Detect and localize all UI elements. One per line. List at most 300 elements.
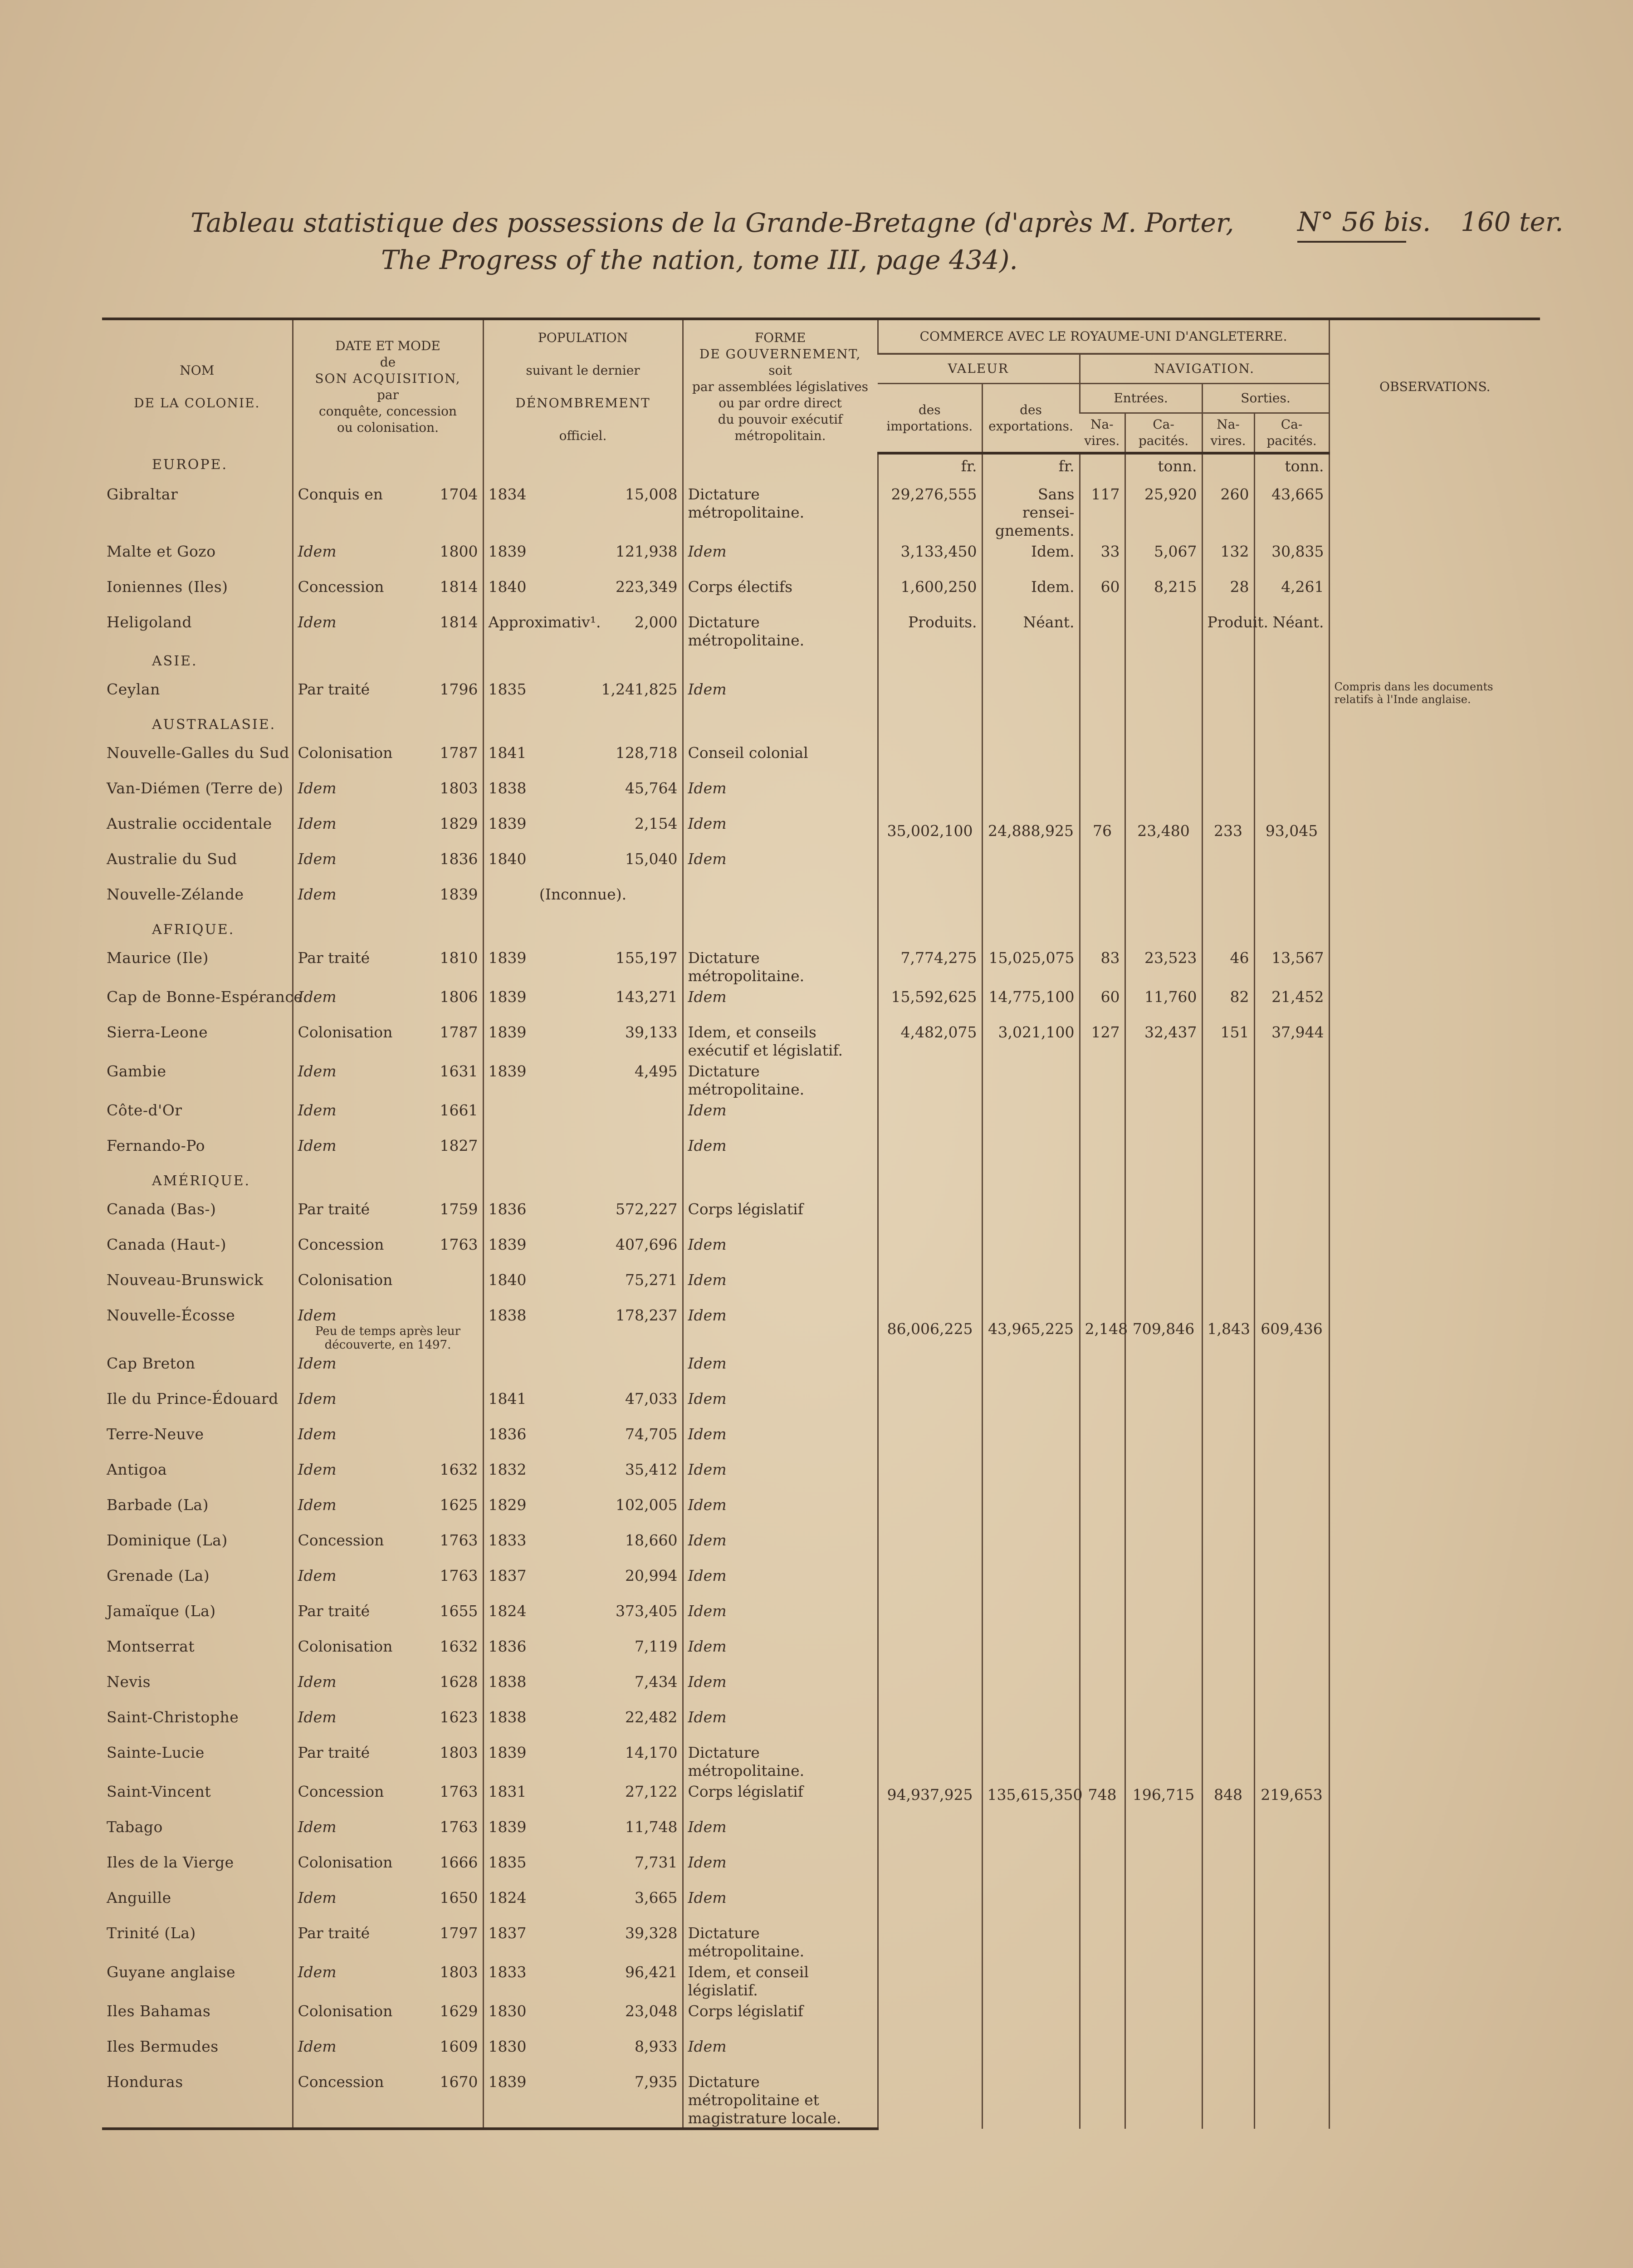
ships-out <box>1202 1099 1254 1134</box>
observation-cell <box>1329 985 1540 1021</box>
title-line-1: Tableau statistique des possessions de la Grande-Bretagne (d'après M. Porter, <box>191 207 1234 238</box>
population-cell <box>483 2070 683 2129</box>
acquisition-year: 1629 <box>440 2002 478 2020</box>
capacity-out: 37,944 <box>1254 1021 1329 1060</box>
colony-name: Nouvelle-Zélande <box>107 885 244 903</box>
header-text: exportations. <box>988 418 1073 434</box>
census-year: 1838 <box>488 1673 527 1691</box>
census-year: 1830 <box>488 2038 527 2055</box>
capacity-in <box>1125 1099 1202 1134</box>
population-cell <box>483 812 683 847</box>
population-cell <box>483 1815 683 1851</box>
census-year: 1835 <box>488 680 527 698</box>
ships-out <box>1202 678 1254 713</box>
acquisition-mode: Colonisation <box>298 2002 393 2020</box>
census-year: 1838 <box>488 779 527 797</box>
header-text: du pouvoir exécutif <box>718 411 843 427</box>
colony-name: Barbade (La) <box>107 1496 209 1514</box>
population-value: 23,048 <box>625 2002 678 2020</box>
census-year: 1830 <box>488 2002 527 2020</box>
acquisition-cell <box>293 1268 483 1304</box>
acquisition-year: 1787 <box>440 1023 478 1041</box>
colony-name: Ioniennes (Iles) <box>107 578 228 596</box>
acquisition-cell <box>293 1564 483 1599</box>
colony-name: Nevis <box>107 1673 151 1691</box>
government-form: Conseil colonial <box>683 741 878 777</box>
col-header-valeur: VALEUR <box>878 354 1080 384</box>
census-year: 1839 <box>488 1236 527 1253</box>
table-row <box>102 1021 1540 1060</box>
census-year: 1839 <box>488 1062 527 1080</box>
ships-out: 151 <box>1202 1021 1254 1060</box>
acquisition-mode: Par traité <box>298 949 370 967</box>
population-cell <box>483 1099 683 1134</box>
census-year: 1839 <box>488 2073 527 2091</box>
table-row <box>102 483 1540 540</box>
section-heading: EUROPE. <box>152 457 228 473</box>
acquisition-cell <box>293 777 483 812</box>
colony-name: Maurice (Ile) <box>107 949 209 967</box>
capacity-out <box>1254 1099 1329 1134</box>
population-cell <box>483 1268 683 1304</box>
acquisition-year: 1670 <box>440 2073 478 2091</box>
acquisition-mode: Colonisation <box>298 744 393 762</box>
empty-cell <box>683 453 878 483</box>
exports-value: Néant. <box>982 611 1080 650</box>
grouped-ships-out: 233 <box>1202 741 1254 918</box>
government-form: Idem, et conseil législatif. <box>683 1960 878 1999</box>
acquisition-mode: Idem <box>298 1818 337 1836</box>
census-year: 1840 <box>488 578 527 596</box>
acquisition-mode: Idem <box>298 1354 337 1372</box>
capacity-out: 21,452 <box>1254 985 1329 1021</box>
acquisition-year: 1759 <box>440 1200 478 1218</box>
acquisition-cell <box>293 2070 483 2129</box>
census-year: 1824 <box>488 1602 527 1620</box>
population-cell <box>483 1060 683 1099</box>
acquisition-year: 1814 <box>440 613 478 631</box>
colony-name: Jamaïque (La) <box>107 1602 216 1620</box>
population-cell <box>483 1635 683 1670</box>
census-year: 1836 <box>488 1637 527 1655</box>
colony-name: Nouvelle-Écosse <box>107 1306 235 1324</box>
empty-cell <box>1202 918 1254 946</box>
header-text: officiel. <box>559 428 607 443</box>
header-text: DATE ET MODE <box>335 338 440 353</box>
colony-name: Montserrat <box>107 1637 195 1655</box>
acquisition-cell <box>293 1458 483 1493</box>
acquisition-year: 1631 <box>440 1062 478 1080</box>
colony-name: Guyane anglaise <box>107 1963 236 1981</box>
population-value: 7,434 <box>635 1673 678 1691</box>
acquisition-year: 1763 <box>440 1236 478 1253</box>
government-form: Idem <box>683 1099 878 1134</box>
population-cell <box>483 883 683 918</box>
census-year: 1838 <box>488 1306 527 1324</box>
ships-in: 60 <box>1080 985 1125 1021</box>
population-cell <box>483 678 683 713</box>
col-header-sorties: Sorties. <box>1202 384 1329 413</box>
acquisition-cell <box>293 1021 483 1060</box>
population-value: 18,660 <box>625 1531 678 1549</box>
acquisition-mode: Idem <box>298 1963 337 1981</box>
population-cell <box>483 1352 683 1387</box>
capacity-in: 11,760 <box>1125 985 1202 1021</box>
acquisition-mode: Concession <box>298 2073 384 2091</box>
imports-value: 15,592,625 <box>878 985 982 1021</box>
capacity-in: 8,215 <box>1125 575 1202 611</box>
acquisition-cell <box>293 946 483 985</box>
population-cell <box>483 575 683 611</box>
acquisition-year: 1800 <box>440 543 478 560</box>
population-value: 143,271 <box>616 988 678 1006</box>
ships-out: 132 <box>1202 540 1254 575</box>
empty-cell <box>1254 918 1329 946</box>
capacity-out: 30,835 <box>1254 540 1329 575</box>
census-year: 1839 <box>488 815 527 832</box>
acquisition-cell <box>293 2035 483 2070</box>
grouped-ships-in: 748 <box>1080 1458 1125 2129</box>
acquisition-year: 1814 <box>440 578 478 596</box>
observation-cell <box>1329 1060 1540 1099</box>
unit-label: tonn. <box>1254 453 1329 483</box>
population-cell <box>483 1198 683 1233</box>
population-value: 1,241,825 <box>601 680 678 698</box>
colony-name: Côte-d'Or <box>107 1101 182 1119</box>
government-form: Idem <box>683 1233 878 1268</box>
section-heading: ASIE. <box>152 653 198 669</box>
capacity-out <box>1254 1134 1329 1169</box>
acquisition-cell <box>293 611 483 650</box>
acquisition-cell <box>293 1060 483 1099</box>
census-year: 1839 <box>488 1744 527 1761</box>
population-cell <box>483 540 683 575</box>
colony-name: Gibraltar <box>107 485 178 503</box>
government-form: Idem <box>683 1851 878 1886</box>
population-cell <box>483 1134 683 1169</box>
header-text: conquête, concession <box>318 403 457 419</box>
capacity-in <box>1125 1060 1202 1099</box>
population-cell <box>483 1458 683 1493</box>
acquisition-cell <box>293 1886 483 1921</box>
population-cell <box>483 1304 683 1352</box>
acquisition-year: 1829 <box>440 815 478 832</box>
census-year: 1840 <box>488 850 527 868</box>
acquisition-year: 1839 <box>440 885 478 903</box>
table-row <box>102 946 1540 985</box>
government-form: Idem <box>683 777 878 812</box>
capacity-in: 23,523 <box>1125 946 1202 985</box>
colony-name: Malte et Gozo <box>107 543 216 560</box>
acquisition-mode: Idem <box>298 1496 337 1514</box>
ships-in: 60 <box>1080 575 1125 611</box>
capacity-out: 4,261 <box>1254 575 1329 611</box>
government-form: Corps électifs <box>683 575 878 611</box>
ships-out: 260 <box>1202 483 1254 540</box>
government-form: Dictature métropolitaine. <box>683 946 878 985</box>
population-value: 39,328 <box>625 1924 678 1942</box>
acquisition-cell <box>293 1422 483 1458</box>
census-year: 1836 <box>488 1425 527 1443</box>
empty-cell <box>1080 453 1125 483</box>
population-cell <box>483 1564 683 1599</box>
acquisition-year: 1632 <box>440 1637 478 1655</box>
population-value: 8,933 <box>635 2038 678 2055</box>
header-text: DE LA COLONIE. <box>134 395 260 411</box>
empty-cell <box>1202 650 1254 678</box>
acquisition-mode: Idem <box>298 850 337 868</box>
acquisition-mode: Idem <box>298 1306 337 1324</box>
acquisition-cell <box>293 812 483 847</box>
ships-out: Produit. <box>1202 611 1254 650</box>
header-text: ou par ordre direct <box>719 395 842 411</box>
population-value: 15,008 <box>625 485 678 503</box>
section-heading: AFRIQUE. <box>152 922 235 938</box>
observation-cell <box>1329 540 1540 575</box>
acquisition-year: 1806 <box>440 988 478 1006</box>
colony-name: Van-Diémen (Terre de) <box>107 779 284 797</box>
colony-name: Iles Bermudes <box>107 2038 219 2055</box>
header-text: de <box>380 354 396 370</box>
col-header-navires-entrees: Na-vires. <box>1080 413 1125 454</box>
capacity-in <box>1125 611 1202 650</box>
population-value: (Inconnue). <box>539 885 627 903</box>
empty-cell <box>982 918 1080 946</box>
government-form: Idem <box>683 1387 878 1422</box>
acquisition-cell <box>293 1387 483 1422</box>
government-form: Idem <box>683 1304 878 1352</box>
population-cell <box>483 985 683 1021</box>
acquisition-cell <box>293 1134 483 1169</box>
census-year: 1834 <box>488 485 527 503</box>
acquisition-year: 1650 <box>440 1889 478 1906</box>
census-year: 1839 <box>488 988 527 1006</box>
colony-name: Anguille <box>107 1889 171 1906</box>
government-form: Idem <box>683 1493 878 1529</box>
exports-value: Idem. <box>982 575 1080 611</box>
acquisition-mode: Par traité <box>298 1602 370 1620</box>
empty-cell <box>483 453 683 483</box>
section-row-afrique <box>102 918 1540 946</box>
imports-value: 4,482,075 <box>878 1021 982 1060</box>
ships-in: 117 <box>1080 483 1125 540</box>
empty-cell <box>1254 650 1329 678</box>
grouped-capacity-in: 709,846 <box>1125 1198 1202 1458</box>
acquisition-cell <box>293 1198 483 1233</box>
table-row <box>102 1099 1540 1134</box>
capacity-out: 43,665 <box>1254 483 1329 540</box>
colony-name: Australie du Sud <box>107 850 237 868</box>
acquisition-year: 1623 <box>440 1708 478 1726</box>
acquisition-mode: Idem <box>298 1708 337 1726</box>
population-value: 3,665 <box>635 1889 678 1906</box>
colony-name: Antigoa <box>107 1461 167 1478</box>
observation-cell <box>1329 1198 1540 1458</box>
ships-in: 83 <box>1080 946 1125 985</box>
unit-label: fr. <box>878 453 982 483</box>
population-cell <box>483 946 683 985</box>
acquisition-year: 1810 <box>440 949 478 967</box>
empty-cell <box>878 918 982 946</box>
population-value: 155,197 <box>616 949 678 967</box>
acquisition-cell <box>293 847 483 883</box>
government-form: Idem <box>683 1268 878 1304</box>
acquisition-mode: Idem <box>298 885 337 903</box>
ships-out: 28 <box>1202 575 1254 611</box>
acquisition-mode: Idem <box>298 543 337 560</box>
government-form: Idem <box>683 1635 878 1670</box>
acquisition-year: 1609 <box>440 2038 478 2055</box>
acquisition-year: 1763 <box>440 1818 478 1836</box>
colony-name: Canada (Haut-) <box>107 1236 227 1253</box>
header-text: par assemblées législatives <box>692 379 869 394</box>
colony-name: Nouvelle-Galles du Sud <box>107 744 289 762</box>
capacity-in <box>1125 1134 1202 1169</box>
col-header-commerce: COMMERCE AVEC LE ROYAUME-UNI D'ANGLETERRE. <box>878 319 1329 354</box>
acquisition-mode: Idem <box>298 1390 337 1408</box>
grouped-ships-out: 1,843 <box>1202 1198 1254 1458</box>
colony-name: Nouveau-Brunswick <box>107 1271 264 1289</box>
capacity-out: Néant. <box>1254 611 1329 650</box>
population-value: 47,033 <box>625 1390 678 1408</box>
section-heading: AMÉRIQUE. <box>152 1173 251 1189</box>
observation-cell <box>1329 1134 1540 1169</box>
colony-name: Cap de Bonne-Espérance <box>107 988 303 1006</box>
government-form: Dictature métropolitaine et magistrature locale. <box>683 2070 878 2129</box>
colony-name: Ile du Prince-Édouard <box>107 1390 279 1408</box>
population-cell <box>483 1741 683 1780</box>
section-row-asie <box>102 650 1540 678</box>
population-value: 39,133 <box>625 1023 678 1041</box>
government-form: Idem <box>683 1706 878 1741</box>
acquisition-mode: Concession <box>298 578 384 596</box>
header-text: NOM <box>180 362 215 378</box>
observation-cell: Compris dans les documents relatifs à l'Inde anglaise. <box>1329 678 1540 777</box>
population-cell <box>483 777 683 812</box>
government-form: Idem <box>683 1670 878 1706</box>
population-cell <box>483 1851 683 1886</box>
empty-cell <box>293 713 483 741</box>
plate-number-text: N° 56 bis. <box>1297 206 1431 237</box>
government-form: Corps législatif <box>683 1198 878 1233</box>
colony-name: Australie occidentale <box>107 815 272 832</box>
table-row <box>102 611 1540 650</box>
government-form: Dictature métropolitaine. <box>683 483 878 540</box>
colony-name: Dominique (La) <box>107 1531 228 1549</box>
empty-cell <box>878 713 982 741</box>
government-form: Idem <box>683 812 878 847</box>
exports-value <box>982 678 1080 713</box>
acquisition-cell <box>293 1599 483 1635</box>
header-text: POPULATION <box>538 330 628 345</box>
acquisition-cell <box>293 1304 483 1352</box>
census-year: 1836 <box>488 1200 527 1218</box>
government-form: Idem <box>683 1886 878 1921</box>
table-row <box>102 985 1540 1021</box>
table-title <box>191 204 1415 279</box>
acquisition-cell <box>293 483 483 540</box>
colony-name: Terre-Neuve <box>107 1425 204 1443</box>
ships-out <box>1202 1134 1254 1169</box>
acquisition-mode: Idem <box>298 779 337 797</box>
grouped-exports-value: 135,615,350 <box>982 1458 1080 2129</box>
table-row <box>102 678 1540 713</box>
empty-cell <box>1080 1169 1125 1198</box>
empty-cell <box>293 453 483 483</box>
empty-cell <box>293 918 483 946</box>
population-value: 102,005 <box>616 1496 678 1514</box>
government-form: Idem <box>683 540 878 575</box>
grouped-ships-in: 2,148 <box>1080 1198 1125 1458</box>
acquisition-year: 1655 <box>440 1602 478 1620</box>
empty-cell <box>1202 713 1254 741</box>
colony-name: Heligoland <box>107 613 192 631</box>
header-text: soit <box>768 362 792 378</box>
table-row <box>102 1458 1540 1493</box>
grouped-ships-out: 848 <box>1202 1458 1254 2129</box>
col-header-forme <box>683 319 878 453</box>
population-cell <box>483 611 683 650</box>
acquisition-year: Peu de temps après leur découverte, en 1497. <box>315 1325 461 1352</box>
acquisition-cell <box>293 1635 483 1670</box>
census-year: 1839 <box>488 1818 527 1836</box>
imports-value: 3,133,450 <box>878 540 982 575</box>
empty-cell <box>878 650 982 678</box>
empty-cell <box>982 1169 1080 1198</box>
capacity-out <box>1254 678 1329 713</box>
capacity-in: 5,067 <box>1125 540 1202 575</box>
empty-cell <box>1080 918 1125 946</box>
government-form: Dictature métropolitaine. <box>683 1921 878 1960</box>
acquisition-cell <box>293 1780 483 1815</box>
acquisition-mode: Idem <box>298 1673 337 1691</box>
census-year: 1841 <box>488 1390 527 1408</box>
census-year: 1833 <box>488 1963 527 1981</box>
acquisition-mode: Idem <box>298 988 337 1006</box>
colony-name: Iles de la Vierge <box>107 1853 234 1871</box>
grouped-exports-value: 43,965,225 <box>982 1198 1080 1458</box>
population-value: 128,718 <box>616 744 678 762</box>
population-value: 27,122 <box>625 1783 678 1800</box>
acquisition-cell <box>293 1529 483 1564</box>
acquisition-mode: Concession <box>298 1783 384 1800</box>
acquisition-year: 1763 <box>440 1531 478 1549</box>
ships-out: 82 <box>1202 985 1254 1021</box>
empty-cell <box>1125 918 1202 946</box>
capacity-out <box>1254 1060 1329 1099</box>
acquisition-year: 1632 <box>440 1461 478 1478</box>
acquisition-year: 1803 <box>440 1963 478 1981</box>
population-cell <box>483 1670 683 1706</box>
acquisition-year: 1628 <box>440 1673 478 1691</box>
acquisition-year: 1787 <box>440 744 478 762</box>
empty-cell <box>483 713 683 741</box>
acquisition-mode: Par traité <box>298 1924 370 1942</box>
population-cell <box>483 1493 683 1529</box>
imports-value <box>878 1134 982 1169</box>
empty-cell <box>683 650 878 678</box>
acquisition-year: 1797 <box>440 1924 478 1942</box>
grouped-capacity-in: 196,715 <box>1125 1458 1202 2129</box>
acquisition-cell <box>293 1999 483 2035</box>
population-cell <box>483 1387 683 1422</box>
unit-label: fr. <box>982 453 1080 483</box>
section-row-amerique <box>102 1169 1540 1198</box>
acquisition-mode: Colonisation <box>298 1271 393 1289</box>
imports-value <box>878 1060 982 1099</box>
acquisition-mode: Idem <box>298 1137 337 1154</box>
population-cell <box>483 1599 683 1635</box>
